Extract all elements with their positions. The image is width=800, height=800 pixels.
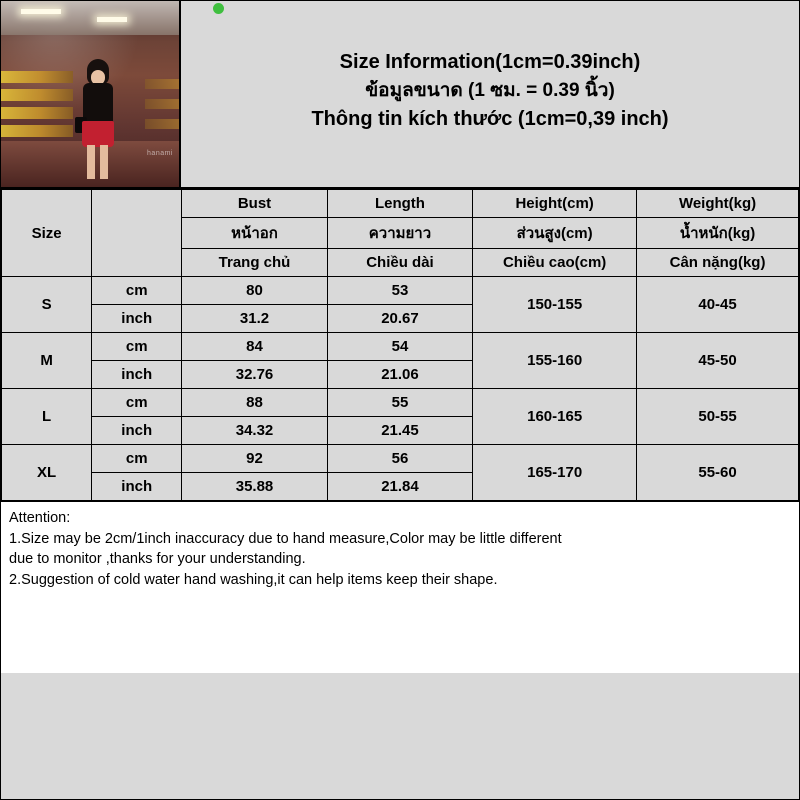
attention-line-2: due to monitor ,thanks for your understanding. (9, 551, 306, 568)
photo-watermark: hanami (147, 150, 173, 157)
l-length-inch: 21.45 (327, 417, 472, 445)
ceiling (1, 1, 179, 35)
l-length-cm: 55 (327, 389, 472, 417)
header-weight-en: Weight(kg) (637, 190, 799, 218)
s-weight: 40-45 (637, 277, 799, 333)
store-shelf (145, 119, 179, 129)
store-shelf (1, 125, 73, 137)
store-shelf (1, 107, 73, 119)
table-row (2, 389, 799, 417)
header (1, 1, 799, 189)
title-line-vi: Thông tin kích thước (1cm=0,39 inch) (311, 107, 669, 130)
m-bust-cm: 84 (182, 333, 327, 361)
ceiling-light (97, 17, 127, 22)
s-length-cm: 53 (327, 277, 472, 305)
m-bust-inch: 32.76 (182, 361, 327, 389)
header-bust-en: Bust (182, 190, 327, 218)
unit-inch: inch (92, 305, 182, 333)
unit-inch: inch (92, 361, 182, 389)
xl-bust-inch: 35.88 (182, 473, 327, 501)
unit-cm: cm (92, 333, 182, 361)
header-weight-vi: Cân nặng(kg) (637, 249, 799, 277)
size-table (1, 189, 799, 501)
header-bust-vi: Trang chủ (182, 249, 327, 277)
m-length-inch: 21.06 (327, 361, 472, 389)
product-photo (1, 1, 179, 187)
product-photo-cell (1, 1, 181, 187)
s-bust-inch: 31.2 (182, 305, 327, 333)
l-height: 160-165 (473, 389, 637, 445)
header-bust-th: หน้าอก (182, 218, 327, 249)
model-leg (87, 145, 95, 179)
header-weight-th: น้ำหนัก(kg) (637, 218, 799, 249)
xl-bust-cm: 92 (182, 445, 327, 473)
header-height-th: ส่วนสูง(cm) (473, 218, 637, 249)
header-length-en: Length (327, 190, 472, 218)
store-shelf (145, 79, 179, 89)
m-weight: 45-50 (637, 333, 799, 389)
row-size-s: S (2, 277, 92, 333)
unit-cm: cm (92, 389, 182, 417)
table-row (2, 277, 799, 305)
s-height: 150-155 (473, 277, 637, 333)
store-shelf (1, 89, 73, 101)
table-row (2, 445, 799, 473)
header-unit-spacer (92, 190, 182, 277)
header-height-en: Height(cm) (473, 190, 637, 218)
unit-cm: cm (92, 277, 182, 305)
m-length-cm: 54 (327, 333, 472, 361)
l-bust-cm: 88 (182, 389, 327, 417)
xl-weight: 55-60 (637, 445, 799, 501)
unit-cm: cm (92, 445, 182, 473)
model-leg (100, 145, 108, 179)
store-shelf (145, 99, 179, 109)
model-top (83, 83, 113, 123)
row-size-m: M (2, 333, 92, 389)
l-bust-inch: 34.32 (182, 417, 327, 445)
header-height-vi: Chiều cao(cm) (473, 249, 637, 277)
unit-inch: inch (92, 417, 182, 445)
title-cell (181, 1, 799, 187)
s-bust-cm: 80 (182, 277, 327, 305)
title-line-en: Size Information(1cm=0.39inch) (339, 51, 641, 74)
attention-heading: Attention: (9, 510, 71, 526)
attention-block (1, 501, 799, 673)
green-dot-icon (213, 3, 224, 14)
header-size: Size (2, 190, 92, 277)
xl-height: 165-170 (473, 445, 637, 501)
l-weight: 50-55 (637, 389, 799, 445)
xl-length-inch: 21.84 (327, 473, 472, 501)
header-length-th: ความยาว (327, 218, 472, 249)
model-skirt (82, 121, 114, 147)
s-length-inch: 20.67 (327, 305, 472, 333)
header-length-vi: Chiều dài (327, 249, 472, 277)
unit-inch: inch (92, 473, 182, 501)
attention-line-1: 1.Size may be 2cm/1inch inaccuracy due to hand measure,Color may be little different (9, 530, 562, 547)
attention-line-3: 2.Suggestion of cold water hand washing,it can help items keep their shape. (9, 571, 498, 588)
model-figure (69, 59, 125, 179)
m-height: 155-160 (473, 333, 637, 389)
row-size-xl: XL (2, 445, 92, 501)
title-line-th: ข้อมูลขนาด (1 ซม. = 0.39 นิ้ว) (365, 80, 615, 102)
store-shelf (1, 71, 73, 83)
table-header-row-en (2, 190, 799, 218)
xl-length-cm: 56 (327, 445, 472, 473)
ceiling-light (21, 9, 61, 14)
table-row (2, 333, 799, 361)
row-size-l: L (2, 389, 92, 445)
